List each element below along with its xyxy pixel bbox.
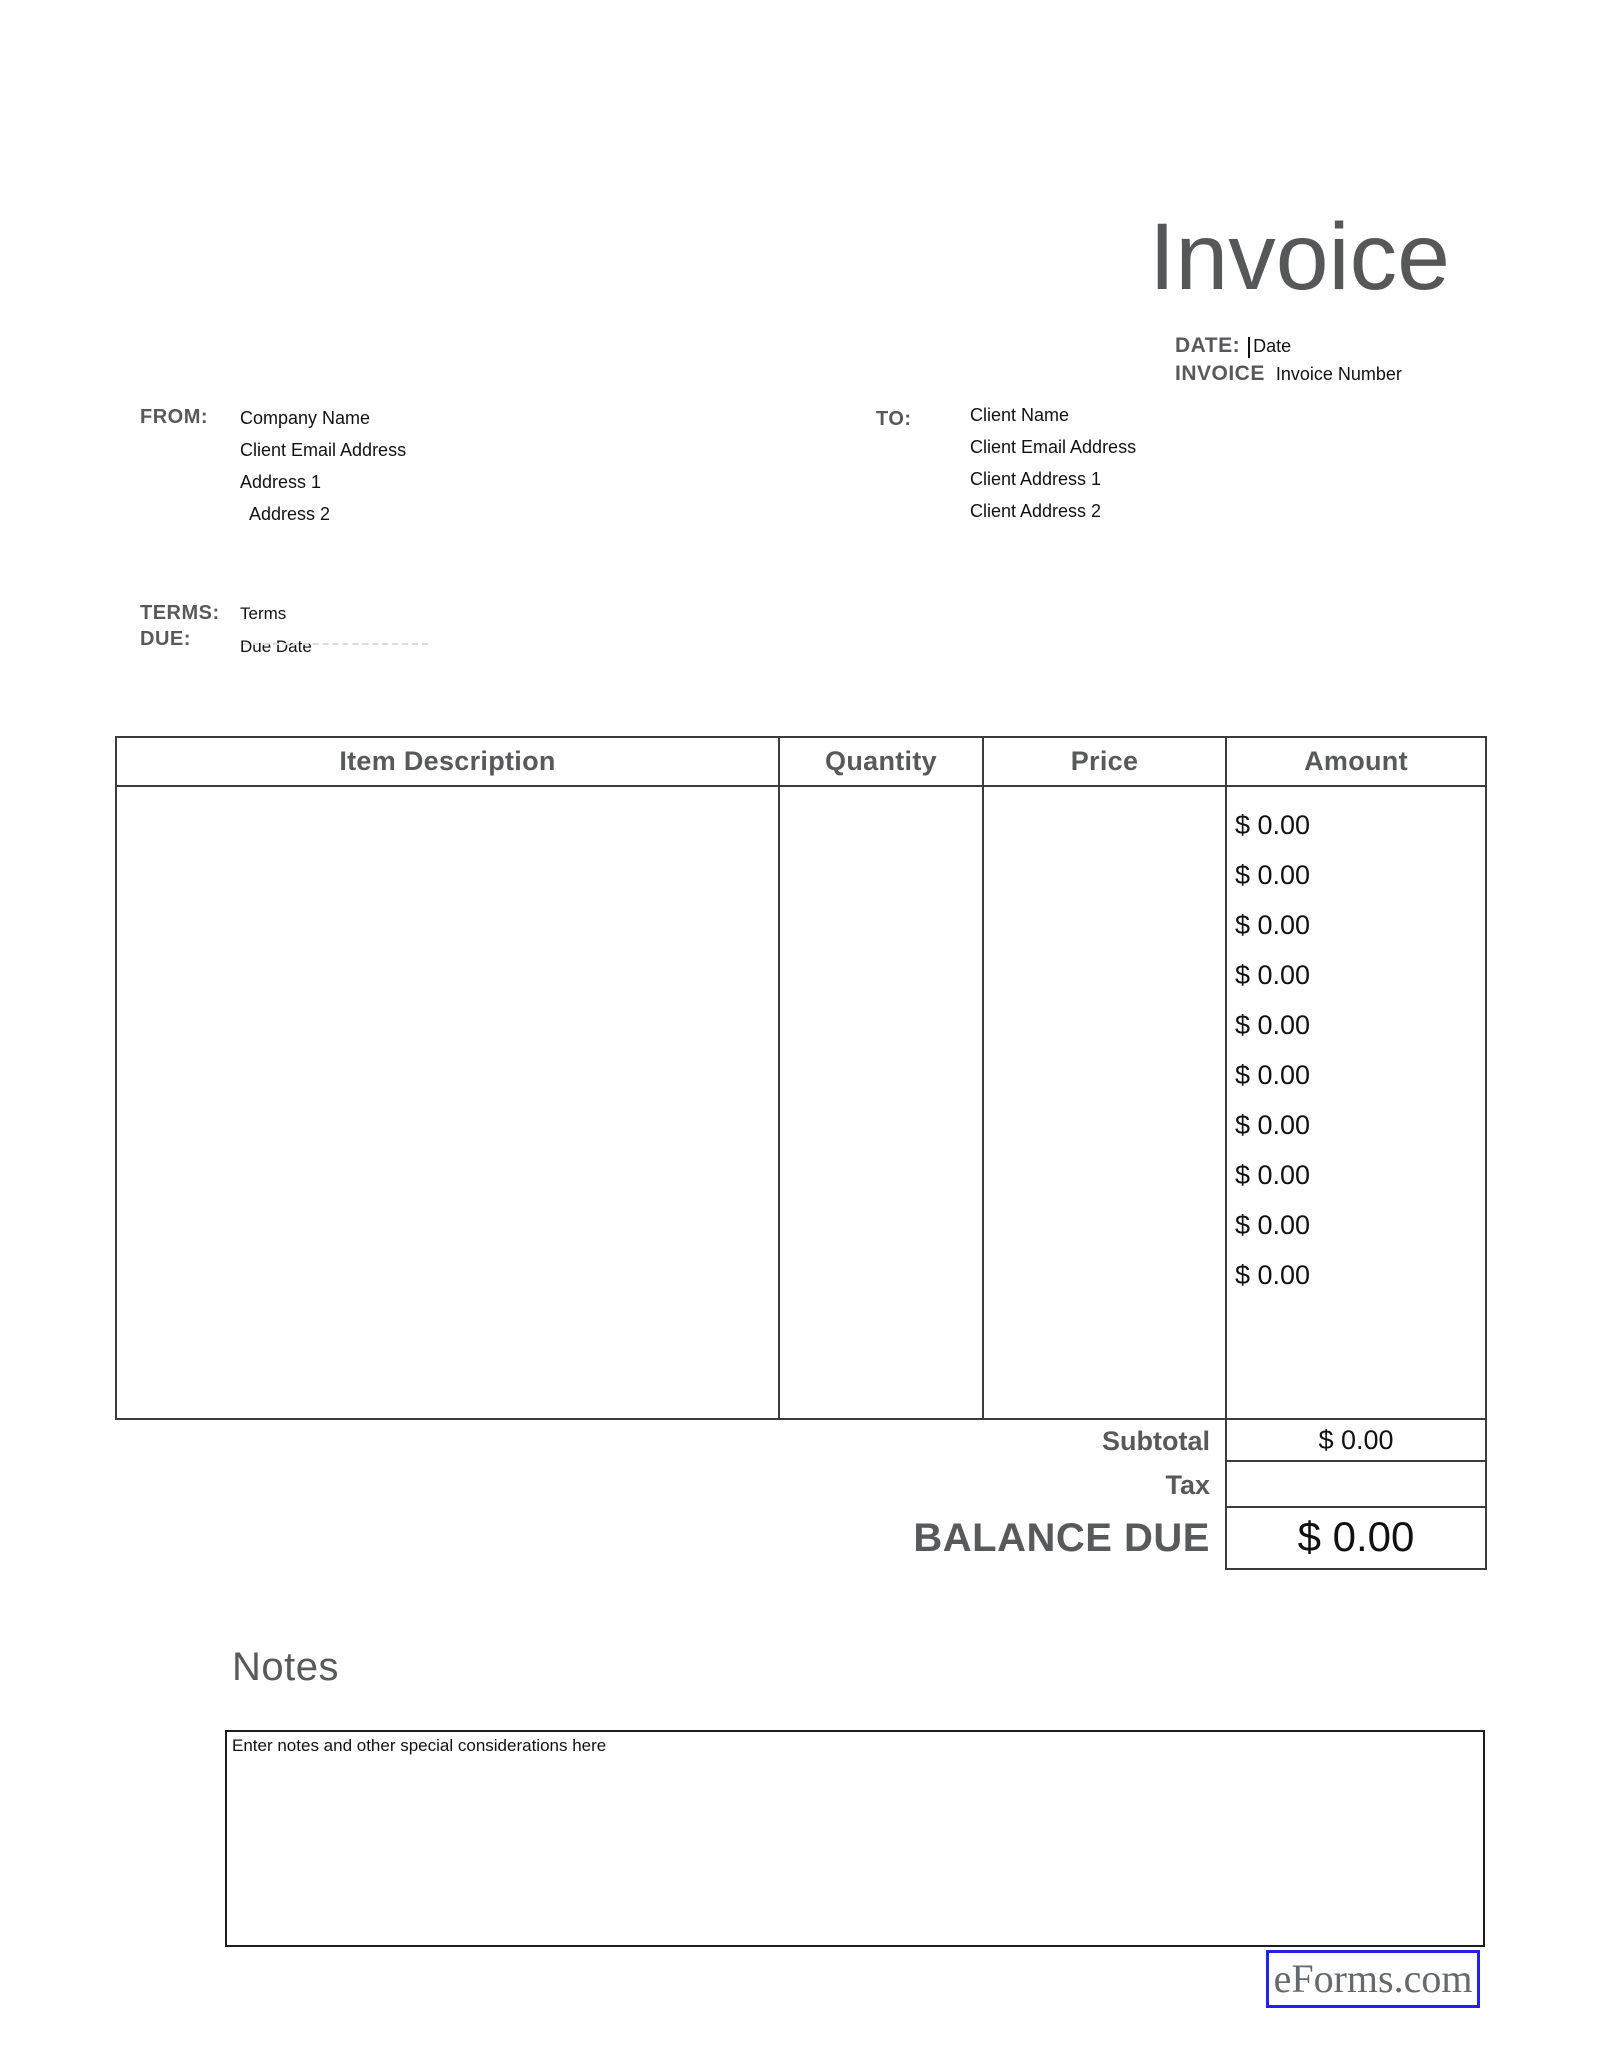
invoice-number-row	[1175, 362, 1402, 388]
amount-cell-value[interactable]: $ 0.00	[1235, 1260, 1311, 1290]
from-address1-field[interactable]: Address 1	[240, 472, 322, 492]
header-quantity: Quantity	[780, 738, 984, 785]
invoice-number-label: INVOICE	[1175, 362, 1265, 385]
quantity-column[interactable]	[780, 787, 984, 1418]
ghost-dashed-line	[243, 643, 428, 645]
amount-column	[1227, 787, 1485, 1418]
amount-cell-value[interactable]: $ 0.00	[1235, 910, 1311, 940]
header-price: Price	[984, 738, 1227, 785]
from-company-field[interactable]: Company Name	[240, 408, 371, 428]
amount-cell-value[interactable]: $ 0.00	[1235, 960, 1311, 990]
invoice-number-field[interactable]: Invoice Number	[1275, 364, 1402, 384]
tax-label: Tax	[1165, 1470, 1210, 1500]
date-label: DATE:	[1175, 334, 1241, 357]
price-column[interactable]	[984, 787, 1227, 1418]
items-table	[115, 736, 1487, 1420]
notes-heading: Notes	[232, 1645, 339, 1689]
due-label: DUE:	[140, 628, 191, 650]
balance-due-amount-box[interactable]: $ 0.00	[1225, 1508, 1487, 1570]
header-item-description: Item Description	[117, 738, 780, 785]
subtotal-label: Subtotal	[1102, 1426, 1210, 1456]
due-date-field[interactable]: Due Date	[240, 637, 312, 656]
amount-cell-value[interactable]: $ 0.00	[1235, 1210, 1311, 1240]
amount-cell-value[interactable]: $ 0.00	[1235, 1060, 1311, 1090]
from-block	[240, 408, 406, 536]
to-client-name-field[interactable]: Client Name	[970, 405, 1070, 425]
page-title: Invoice	[1148, 204, 1450, 310]
from-email-field[interactable]: Client Email Address	[240, 440, 407, 460]
to-label: TO:	[876, 408, 912, 430]
to-block	[970, 405, 1136, 533]
to-client-address1-field[interactable]: Client Address 1	[970, 469, 1102, 489]
balance-due-label: BALANCE DUE	[913, 1516, 1210, 1560]
eforms-logo-link[interactable]: eForms.com	[1266, 1950, 1480, 2008]
item-description-column[interactable]	[117, 787, 780, 1418]
subtotal-amount-box[interactable]: $ 0.00	[1225, 1420, 1487, 1462]
date-row	[1175, 334, 1402, 360]
date-field[interactable]: Date	[1253, 336, 1292, 356]
amount-cell-value[interactable]: $ 0.00	[1235, 1010, 1311, 1040]
text-cursor	[1248, 337, 1250, 358]
amount-cell-value[interactable]: $ 0.00	[1235, 1160, 1311, 1190]
amount-cell-value[interactable]: $ 0.00	[1235, 810, 1311, 840]
from-address2-field[interactable]: Address 2	[249, 504, 331, 524]
amount-list	[1227, 787, 1485, 1300]
to-client-email-field[interactable]: Client Email Address	[970, 437, 1137, 457]
amount-cell-value[interactable]: $ 0.00	[1235, 1110, 1311, 1140]
terms-label: TERMS:	[140, 602, 220, 624]
to-client-address2-field[interactable]: Client Address 2	[970, 501, 1102, 521]
tax-amount-box[interactable]	[1225, 1462, 1487, 1508]
items-table-header	[117, 738, 1485, 787]
notes-input[interactable]: Enter notes and other special considerations here	[225, 1730, 1485, 1947]
invoice-meta	[1175, 334, 1402, 390]
terms-field[interactable]: Terms	[240, 604, 287, 623]
header-amount: Amount	[1304, 746, 1408, 776]
amount-cell-value[interactable]: $ 0.00	[1235, 860, 1311, 890]
items-table-body	[117, 787, 1485, 1418]
from-label: FROM:	[140, 406, 209, 428]
